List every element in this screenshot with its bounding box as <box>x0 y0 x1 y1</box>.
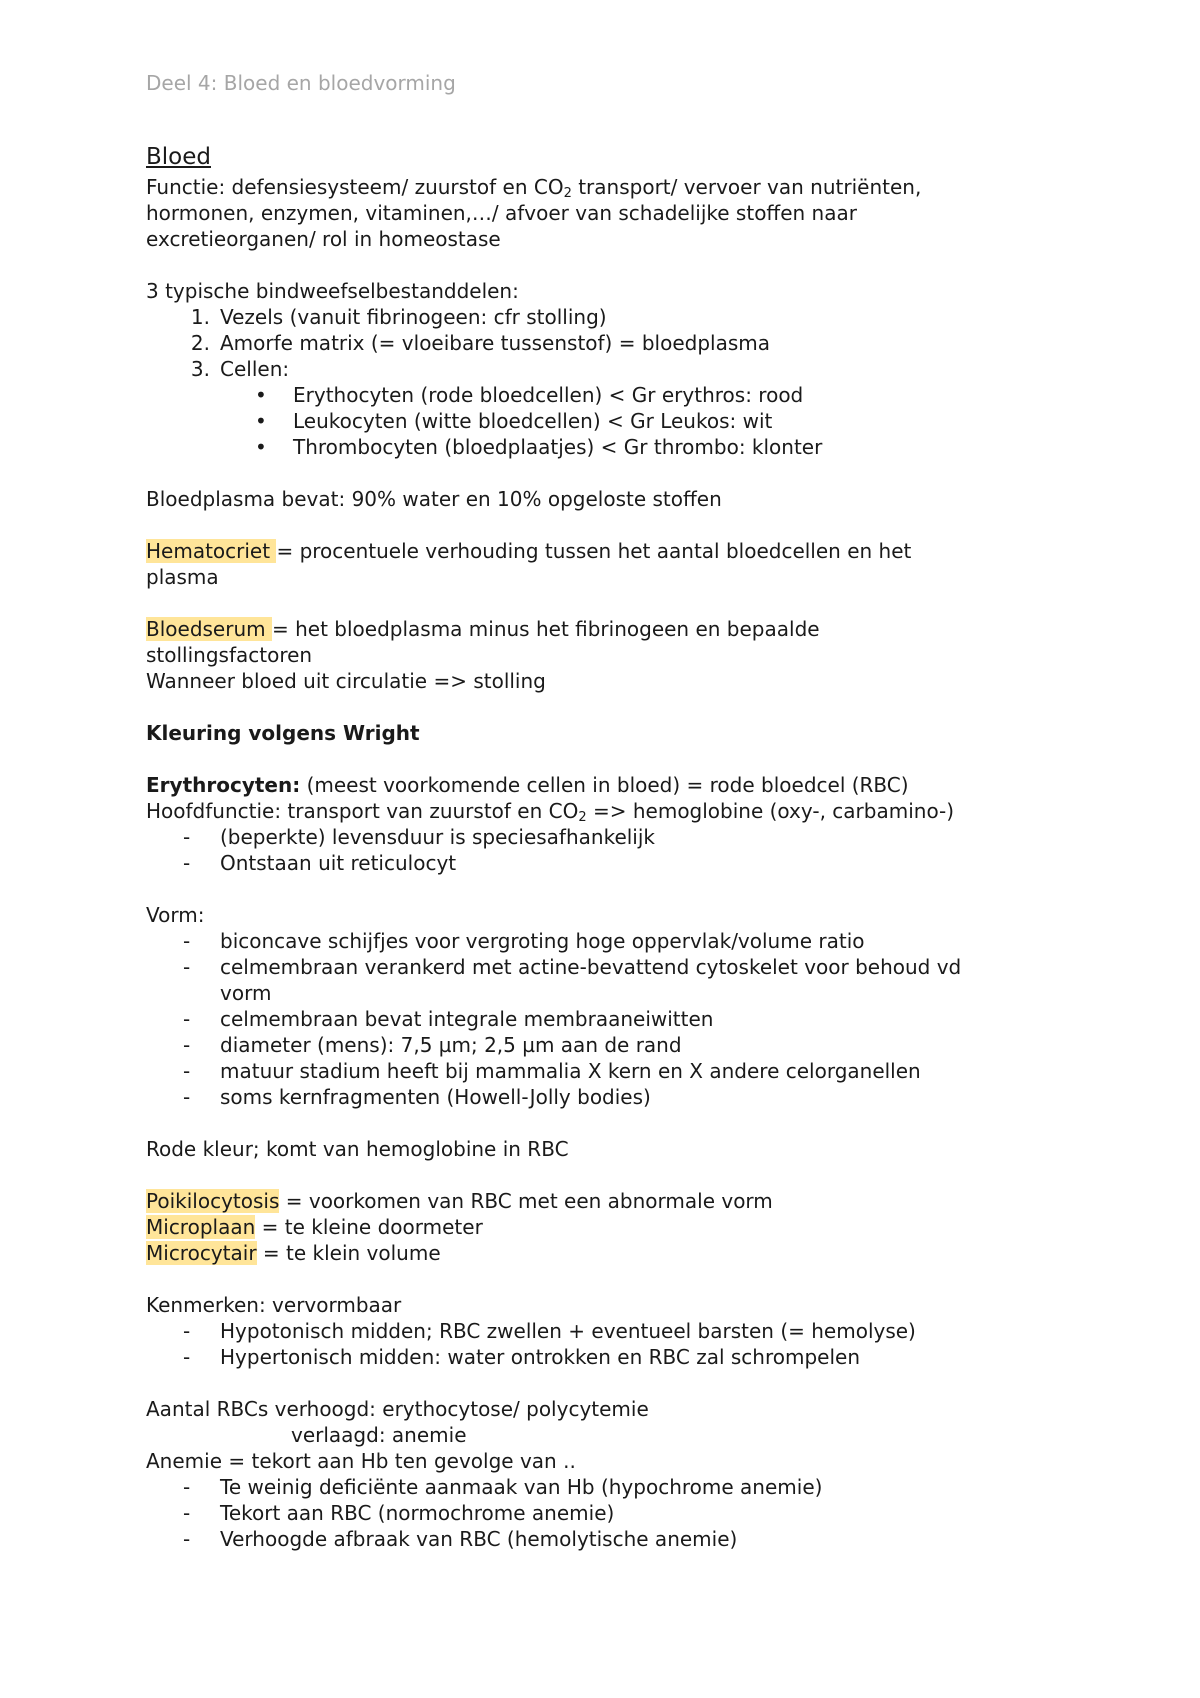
dash-text: Ontstaan uit reticulocyt <box>220 851 457 875</box>
item-text: Vezels (vanuit fibrinogeen: cfr stolling) <box>220 305 607 329</box>
dash-text: Verhoogde afbraak van RBC (hemolytische anemie) <box>220 1527 738 1551</box>
dash-text: Tekort aan RBC (normochrome anemie) <box>220 1501 615 1525</box>
microcytair-line <box>146 1240 441 1266</box>
microplaan-term: Microplaan <box>146 1215 256 1239</box>
kleuring-heading: Kleuring volgens Wright <box>146 721 420 745</box>
bloedserum-term: Bloedserum <box>146 617 272 641</box>
bloedserum-line-1 <box>146 616 820 642</box>
dash-text: diameter (mens): 7,5 µm; 2,5 µm aan de rand <box>220 1033 682 1057</box>
dash-text: celmembraan bevat integrale membraaneiwitten <box>220 1007 714 1031</box>
erythrocyten-label: Erythrocyten: <box>146 773 301 797</box>
rode-kleur-line: Rode kleur; komt van hemoglobine in RBC <box>146 1137 569 1161</box>
bullet-text: Thrombocyten (bloedplaatjes) < Gr thrombo: klonter <box>293 435 823 459</box>
dash-text: Te weinig deficiënte aanmaak van Hb (hypochrome anemie) <box>220 1475 823 1499</box>
dash-text: celmembraan verankerd met actine-bevattend cytoskelet voor behoud vd <box>220 955 962 979</box>
poikilocytosis-term: Poikilocytosis <box>146 1189 280 1213</box>
dash-text: Hypertonisch midden: water ontrokken en RBC zal schrompelen <box>220 1345 860 1369</box>
functie-text-a: Functie: defensiesysteem/ zuurstof en CO <box>146 175 564 199</box>
bloedserum-def: = het bloedplasma minus het fibrinogeen en bepaalde <box>271 617 820 641</box>
dash-glyph: - <box>183 851 191 875</box>
hematocriet-term: Hematocriet <box>146 539 277 563</box>
aantal-line-1: Aantal RBCs verhoogd: erythocytose/ polycytemie <box>146 1397 649 1421</box>
item-text: Cellen: <box>220 357 290 381</box>
erythrocyten-desc: (meest voorkomende cellen in bloed) = rode bloedcel (RBC) <box>300 773 909 797</box>
item-text: Amorfe matrix (= vloeibare tussenstof) = bloedplasma <box>220 331 770 355</box>
erythrocyten-line <box>146 772 909 798</box>
kenmerken-label: Kenmerken: vervormbaar <box>146 1293 402 1317</box>
section-title-bloed: Bloed <box>146 144 211 170</box>
dash-glyph: - <box>183 1475 191 1499</box>
dash-text: biconcave schijfjes voor vergroting hoge oppervlak/volume ratio <box>220 929 865 953</box>
bindweefsel-intro: 3 typische bindweefselbestanddelen: <box>146 279 519 303</box>
dash-glyph: - <box>183 929 191 953</box>
anemie-line: Anemie = tekort aan Hb ten gevolge van .. <box>146 1449 576 1473</box>
item-number: 1. <box>190 305 210 329</box>
dash-text: Hypotonisch midden; RBC zwellen + eventueel barsten (= hemolyse) <box>220 1319 916 1343</box>
bullet-glyph: • <box>255 435 267 459</box>
hematocriet-line-2: plasma <box>146 565 219 589</box>
dash-glyph: - <box>183 1319 191 1343</box>
dash-glyph: - <box>183 1059 191 1083</box>
item-number: 3. <box>190 357 210 381</box>
dash-text: (beperkte) levensduur is speciesafhankelijk <box>220 825 655 849</box>
microcytair-term: Microcytair <box>146 1241 257 1265</box>
co2-subscript: 2 <box>578 810 587 825</box>
bullet-glyph: • <box>255 409 267 433</box>
stolling-note: Wanneer bloed uit circulatie => stolling <box>146 669 546 693</box>
microplaan-line <box>146 1214 483 1240</box>
item-number: 2. <box>190 331 210 355</box>
bullet-text: Leukocyten (witte bloedcellen) < Gr Leukos: wit <box>293 409 773 433</box>
microcytair-def: = te klein volume <box>256 1241 441 1265</box>
functie-line-3: excretieorganen/ rol in homeostase <box>146 227 501 251</box>
bloedserum-line-2: stollingsfactoren <box>146 643 313 667</box>
aantal-line-2: verlaagd: anemie <box>291 1423 467 1447</box>
co2-subscript: 2 <box>563 186 572 201</box>
dash-text: soms kernfragmenten (Howell-Jolly bodies) <box>220 1085 651 1109</box>
functie-line-2: hormonen, enzymen, vitaminen,…/ afvoer van schadelijke stoffen naar <box>146 201 857 225</box>
hematocriet-line-1 <box>146 538 911 564</box>
hematocriet-def: = procentuele verhouding tussen het aantal bloedcellen en het <box>276 539 912 563</box>
bullet-glyph: • <box>255 383 267 407</box>
vorm-label: Vorm: <box>146 903 205 927</box>
dash-glyph: - <box>183 1033 191 1057</box>
plasma-line: Bloedplasma bevat: 90% water en 10% opgeloste stoffen <box>146 487 722 511</box>
dash-text: matuur stadium heeft bij mammalia X kern en X andere celorganellen <box>220 1059 921 1083</box>
poikilocytosis-line <box>146 1188 773 1214</box>
bullet-text: Erythocyten (rode bloedcellen) < Gr erythros: rood <box>293 383 804 407</box>
dash-glyph: - <box>183 825 191 849</box>
functie-text-b: transport/ vervoer van nutriënten, <box>571 175 922 199</box>
hoofdfunctie-text-a: Hoofdfunctie: transport van zuurstof en CO <box>146 799 579 823</box>
dash-glyph: - <box>183 955 191 979</box>
microplaan-def: = te kleine doormeter <box>255 1215 483 1239</box>
poikilocytosis-def: = voorkomen van RBC met een abnormale vorm <box>279 1189 773 1213</box>
dash-glyph: - <box>183 1501 191 1525</box>
hoofdfunctie-text-b: => hemoglobine (oxy-, carbamino-) <box>586 799 955 823</box>
dash-glyph: - <box>183 1007 191 1031</box>
dash-continuation: vorm <box>220 981 272 1005</box>
dash-glyph: - <box>183 1345 191 1369</box>
dash-glyph: - <box>183 1085 191 1109</box>
dash-glyph: - <box>183 1527 191 1551</box>
page-header: Deel 4: Bloed en bloedvorming <box>146 71 456 95</box>
